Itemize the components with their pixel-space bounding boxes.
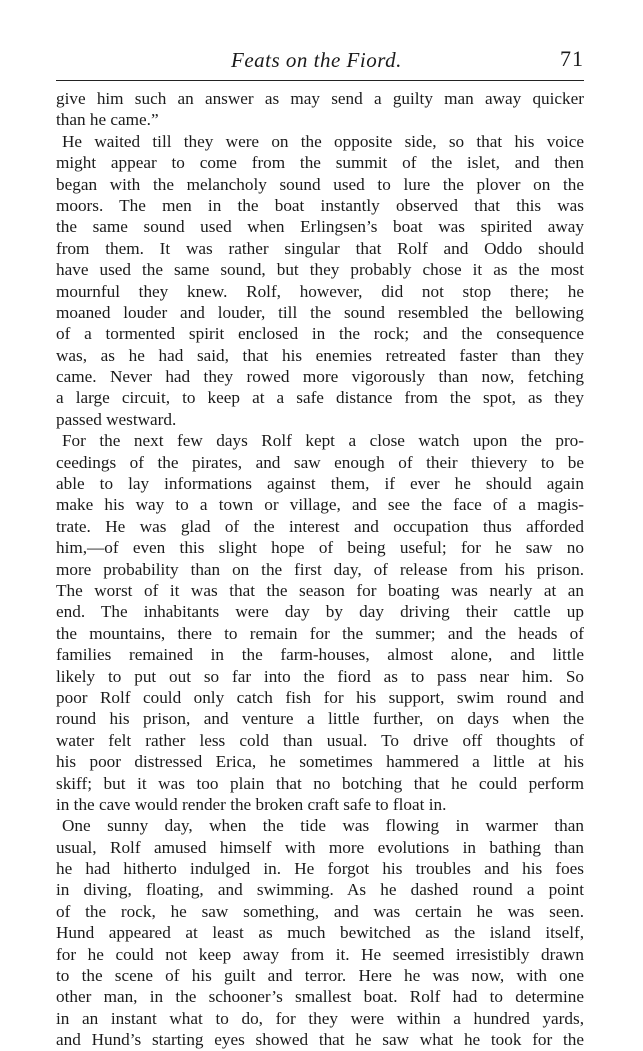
text-line: passed westward. (56, 409, 177, 429)
text-line: in the cave would render the broken craft safe to float in. (56, 794, 447, 814)
text-line: for he could not keep away from it. He seemed irresistibly drawn (56, 944, 584, 964)
page-number: 71 (560, 46, 584, 71)
text-line: likely to put out so far into the fiord as to pass near him. So (56, 666, 584, 686)
text-line: poor Rolf could only catch fish for his support, swim round and (56, 687, 584, 707)
text-line: from them. It was rather singular that Rolf and Oddo should (56, 238, 584, 258)
text-line: round his prison, and venture a little further, on days when the (56, 709, 584, 729)
text-line: was, as he had said, that his enemies retreated faster than they (56, 345, 584, 365)
text-line: more probability than on the first day, of release from his prison. (56, 559, 584, 579)
running-title: Feats on the Fiord. (231, 48, 402, 72)
text-line: other man, in the schooner’s smallest boat. Rolf had to determine (56, 987, 584, 1007)
text-line: came. Never had they rowed more vigorously than now, fetching (56, 367, 584, 387)
text-line: of a tormented spirit enclosed in the rock; and the consequence (56, 324, 584, 344)
text-line: moaned louder and louder, till the sound resembled the bellowing (56, 302, 584, 322)
text-line: him,—of even this slight hope of being useful; for he saw no (56, 538, 584, 558)
text-line: One sunny day, when the tide was flowing in warmer than (62, 816, 584, 836)
text-line: in diving, floating, and swimming. As he dashed round a point (56, 880, 584, 900)
text-line: the mountains, there to remain for the summer; and the heads of (56, 623, 584, 643)
text-line: able to lay informations against them, if ever he should again (56, 474, 584, 494)
text-line: give him such an answer as may send a guilty man away quicker (56, 89, 584, 108)
text-line: make his way to a town or village, and see the face of a magis- (56, 495, 584, 515)
text-line: Hund appeared at least as much bewitched as the island itself, (56, 923, 584, 943)
text-line: he had hitherto indulged in. He forgot his troubles and his foes (56, 859, 584, 879)
text-line: his poor distressed Erica, he sometimes hammered a little at his (56, 752, 584, 772)
text-line: to the scene of his guilt and terror. Here he was now, with one (56, 966, 584, 986)
text-line: and Hund’s starting eyes showed that he saw what he took for the (56, 1030, 584, 1050)
text-line: ceedings of the pirates, and saw enough of their thievery to be (56, 452, 584, 472)
text-line: families remained in the farm-houses, almost alone, and little (56, 645, 584, 665)
text-line: mournful they knew. Rolf, however, did not stop there; he (56, 281, 584, 301)
text-line: a large circuit, to keep at a safe distance from the spot, as they (56, 388, 584, 408)
page-header (56, 44, 584, 74)
text-line: moors. The men in the boat instantly observed that this was (56, 195, 584, 215)
text-line: The worst of it was that the season for boating was nearly at an (56, 580, 584, 600)
text-line: water felt rather less cold than usual. To drive off thoughts of (56, 730, 584, 750)
text-line: than he came.” (56, 110, 159, 130)
text-line: in an instant what to do, for they were within a hundred yards, (56, 1008, 584, 1028)
text-line: trate. He was glad of the interest and occupation thus afforded (56, 516, 584, 536)
header-rule (56, 80, 584, 81)
text-line: might appear to come from the summit of the islet, and then (56, 153, 584, 173)
text-line: usual, Rolf amused himself with more evolutions in bathing than (56, 837, 584, 857)
text-line: the same sound used when Erlingsen’s boat was spirited away (56, 217, 584, 237)
text-line: of the rock, he saw something, and was certain he was seen. (56, 901, 584, 921)
text-line: have used the same sound, but they probably chose it as the most (56, 260, 584, 280)
text-line: skiff; but it was too plain that no botching that he could perform (56, 773, 584, 793)
body-text (56, 88, 584, 1051)
text-line: began with the melancholy sound used to lure the plover on the (56, 174, 584, 194)
text-line: For the next few days Rolf kept a close watch upon the pro- (62, 431, 584, 451)
text-line: He waited till they were on the opposite side, so that his voice (62, 131, 584, 151)
text-line: end. The inhabitants were day by day driving their cattle up (56, 602, 584, 622)
